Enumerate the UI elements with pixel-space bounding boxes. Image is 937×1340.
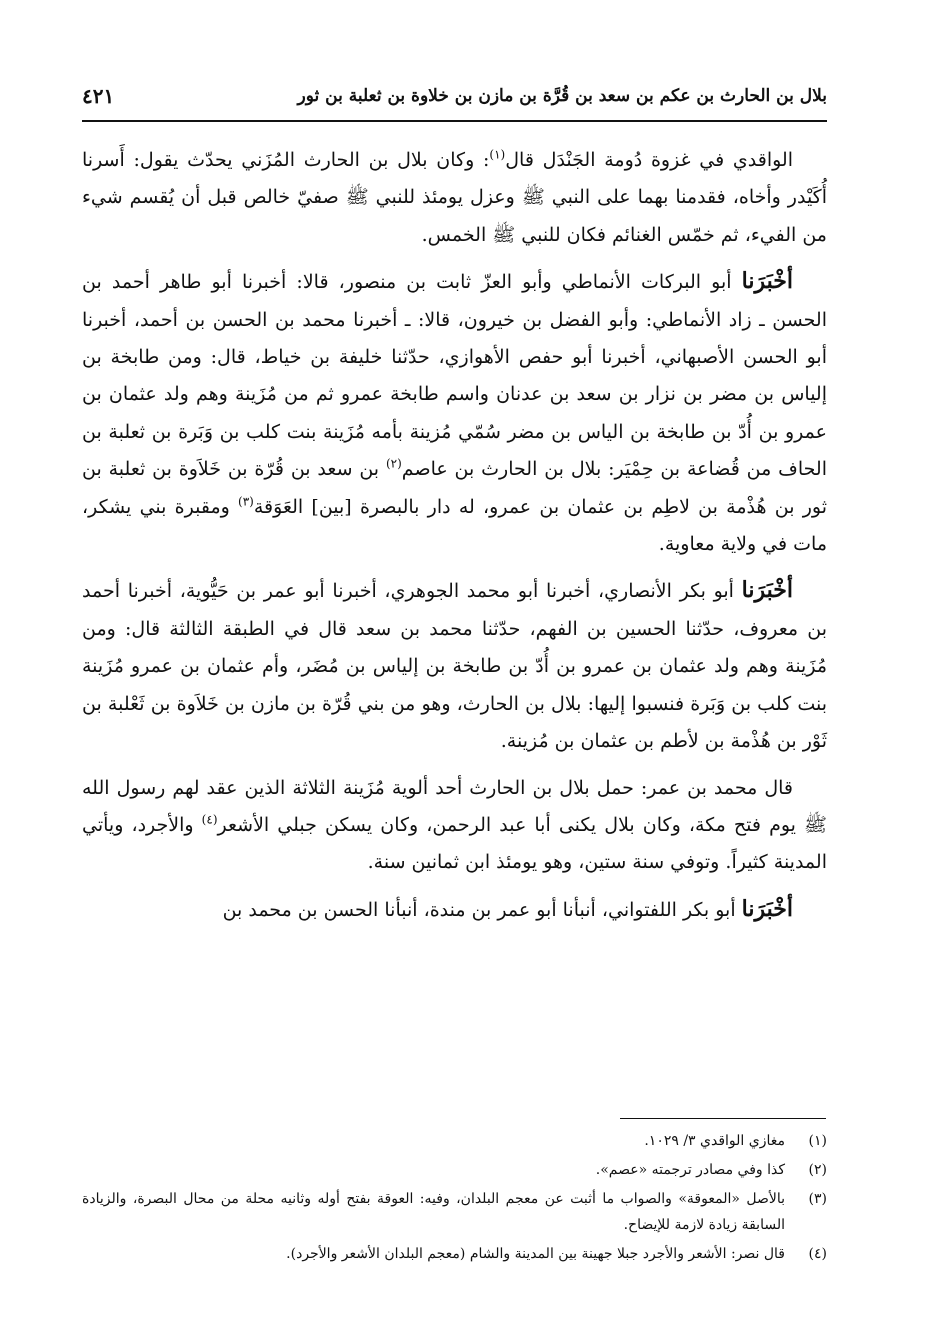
paragraph-2-text-b: بن سعد بن قُرّة بن خَلاَوة بن ثعلبة بن ثور بن هُذْمة بن لاطِم بن عثمان بن عمرو، له دار بالبصرة [بين] العَوَقة	[82, 458, 827, 518]
paragraph-2-text-a: أبو البركات الأنماطي وأبو العزّ ثابت بن منصور، قالا: أخبرنا أبو طاهر أحمد بن الحسن ـ زاد الأنماطي: وأبو الفضل بن خيرون، قالا: ـ أخبرنا محمد بن الحسن بن أحمد، أخبرنا أبو الحسن الأصبهاني، أخبرنا أبو حفص الأهوازي، حدّثنا خليفة بن خياط، قال: ومن طابخة بن إلياس بن مضر بن نزار بن سعد بن عدنان واسم طابخة عمرو ثم من مُزَينة وهم ولد عثمان بن عمرو بن أُدّ بن طابخة بن الياس بن مضر سُمّي مُزينة بأمه مُزَينة بنت كلب بن وَبَرة بن ثعلبة بن الحاف من قُضاعة بن حِمْيَر: بلال بن الحارث بن عاصم	[82, 271, 827, 481]
paragraph-5-text: أبو بكر اللفتواني، أنبأنا أبو عمر بن مندة، أنبأنا الحسن بن محمد بن	[222, 898, 742, 921]
paragraph-1	[82, 142, 827, 254]
paragraph-3	[82, 572, 827, 760]
footnote-text: بالأصل «المعوقة» والصواب ما أثبت عن معجم البلدان، وفيه: العوقة بفتح أوله وثانيه محلة من محال البصرة، والزيادة السابقة زيادة لازمة للإيضاح.	[82, 1191, 785, 1233]
paragraph-2-text-c: ومقبرة بني يشكر، مات في ولاية معاوية.	[82, 495, 827, 556]
footnote-ref-3: (٣)	[238, 494, 254, 509]
footnote-4	[82, 1241, 827, 1267]
footnote-text: كذا وفي مصادر ترجمته «عصم».	[595, 1162, 785, 1178]
paragraph-4-text-b: والأجرد، ويأتي المدينة كثيراً. وتوفي سنة ستين، وهو يومئذ ابن ثمانين سنة.	[82, 813, 827, 874]
footnote-number: (١)	[808, 1133, 827, 1149]
paragraph-1-text-b: : وكان بلال بن الحارث المُزَني يحدّث يقول: أَسرنا أُكَيْدر وأخاه، فقدمنا بهما على النبي ﷺ وعزل يومئذ للنبي ﷺ صفيّ خالص قبل أن يُقسم شيء من الفيء، ثم خمّس الغنائم فكان للنبي ﷺ الخمس.	[82, 149, 827, 246]
paragraph-1-text-a: الواقدي في غزوة دُومة الجَنْدَل قال	[505, 149, 793, 171]
footnote-ref-1: (١)	[489, 147, 506, 162]
footnote-number: (٢)	[808, 1162, 827, 1178]
footnote-ref-4: (٤)	[201, 812, 218, 827]
page-number: ٤٢١	[82, 84, 115, 108]
paragraph-3-text: أبو بكر الأنصاري، أخبرنا أبو محمد الجوهري، أخبرنا أبو عمر بن حَيُّوية، أخبرنا أحمد بن معروف، حدّثنا الحسين بن الفهم، حدّثنا محمد بن سعد قال في الطبقة الثالثة قال: ومن مُزَينة وهم ولد عثمان بن عمرو بن أُدّ بن طابخة بن إلياس بن مُضَر، وأم عثمان بن عمرو مُزَينة بنت كلب بن وَبَرة فنسبوا إليها: بلال بن الحارث، وهو من بني قُرّة بن مازن بن خَلاَوة بن ثَعْلبة بن ثَوْر بن هُذْمة بن لأطم بن عثمان بن مُزينة.	[82, 580, 827, 753]
footnote-3	[82, 1186, 827, 1238]
paragraph-4-text-a: قال محمد بن عمر: حمل بلال بن الحارث أحد ألوية مُزَينة الثلاثة الذين عقد لهم رسول الله ﷺ يوم فتح مكة، وكان بلال يكنى أبا عبد الرحمن، وكان يسكن جبلي الأشعر	[82, 776, 827, 836]
akhbarana-keyword: أخْبَرَنا	[741, 268, 793, 295]
main-text	[82, 142, 827, 929]
footnote-number: (٣)	[808, 1191, 827, 1207]
footnote-text: مغازي الواقدي ٣/ ١٠٢٩.	[644, 1133, 785, 1149]
akhbarana-keyword: أخْبَرَنا	[741, 895, 793, 922]
header-rule	[82, 120, 827, 122]
paragraph-2	[82, 263, 827, 563]
paragraph-5	[82, 891, 827, 929]
footnotes	[82, 1128, 827, 1270]
footnote-1	[82, 1128, 827, 1154]
footnote-number: (٤)	[808, 1246, 827, 1262]
footnote-rule	[620, 1118, 826, 1119]
footnote-ref-2: (٢)	[385, 456, 402, 471]
footnote-text: قال نصر: الأشعر والأجرد جبلا جهينة بين المدينة والشام (معجم البلدان الأشعر والأجرد).	[286, 1246, 785, 1262]
running-header	[82, 82, 827, 118]
header-title: بلال بن الحارث بن عكم بن سعد بن قُرَّة بن مازن بن خلاوة بن ثعلبة بن ثور	[297, 86, 827, 106]
footnote-2	[82, 1157, 827, 1183]
akhbarana-keyword: أخْبَرَنا	[741, 577, 793, 604]
paragraph-4	[82, 770, 827, 882]
